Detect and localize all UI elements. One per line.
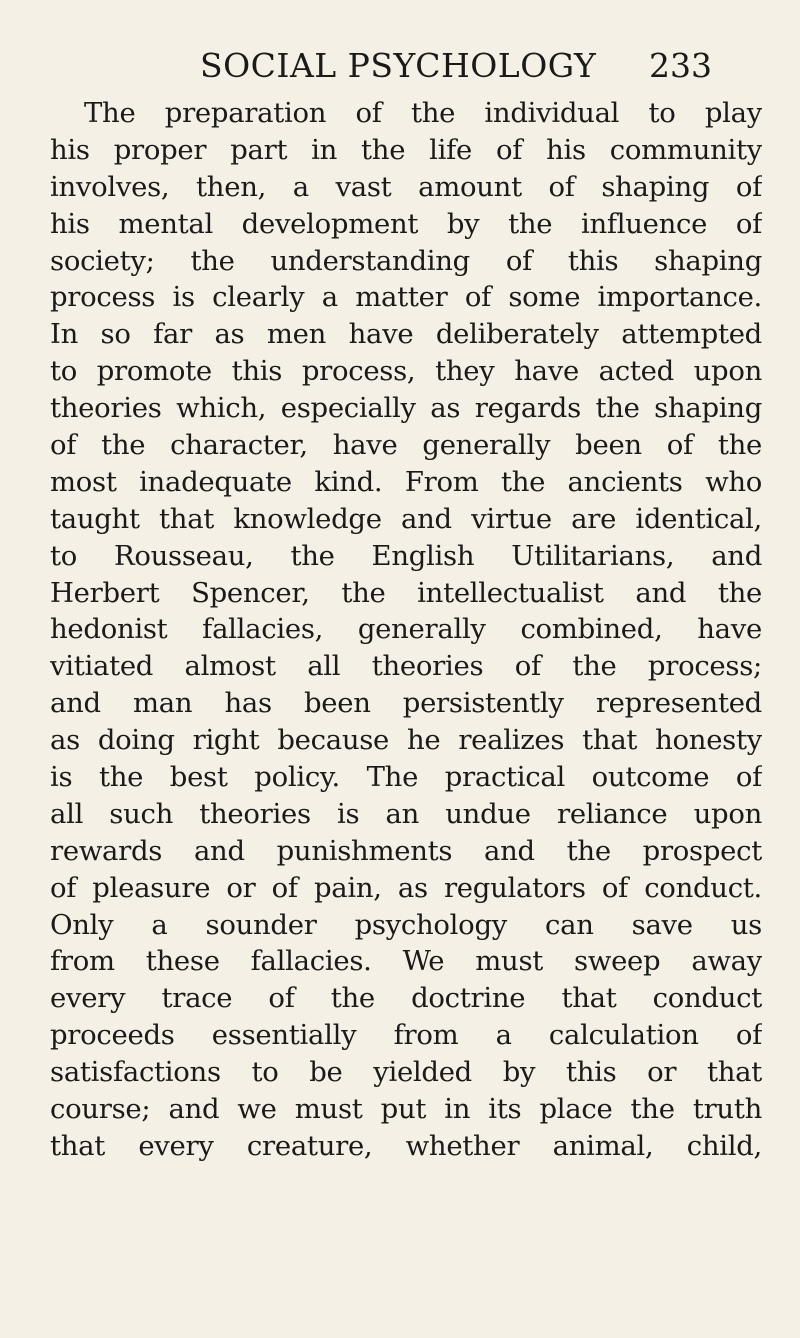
text-line: vitiated almost all theories of the process; [50, 650, 762, 683]
text-line: Herbert Spencer, the intellectualist and the [50, 576, 762, 609]
text-line: society; the understanding of this shaping [50, 244, 762, 277]
text-line: most inadequate kind. From the ancients who [50, 465, 762, 498]
text-line: proceeds essentially from a calculation of [50, 1019, 762, 1052]
text-line: to promote this process, they have acted upon [50, 355, 762, 388]
text-line: Only a sounder psychology can save us [50, 908, 762, 941]
running-title: SOCIAL PSYCHOLOGY [200, 46, 597, 85]
text-line: In so far as men have deliberately attempted [50, 318, 762, 351]
page-number: 233 [649, 46, 712, 85]
text-line: that every creature, whether animal, child, [50, 1129, 762, 1162]
body-text [50, 95, 762, 1165]
text-line: taught that knowledge and virtue are identical, [50, 502, 762, 535]
text-line: involves, then, a vast amount of shaping of [50, 170, 762, 203]
text-line: is the best policy. The practical outcome of [50, 761, 762, 794]
text-line: as doing right because he realizes that honesty [50, 724, 762, 757]
text-line: rewards and punishments and the prospect [50, 834, 762, 867]
text-line: process is clearly a matter of some importance. [50, 281, 762, 314]
text-line: theories which, especially as regards the shaping [50, 392, 762, 425]
text-line: hedonist fallacies, generally combined, have [50, 613, 762, 646]
text-line: of pleasure or of pain, as regulators of conduct. [50, 871, 762, 904]
text-line: his mental development by the influence of [50, 207, 762, 240]
text-line: his proper part in the life of his community [50, 133, 762, 166]
running-head [200, 44, 712, 90]
text-line: all such theories is an undue reliance upon [50, 797, 762, 830]
text-line: satisfactions to be yielded by this or that [50, 1056, 762, 1089]
text-line: and man has been persistently represented [50, 687, 762, 720]
text-line: every trace of the doctrine that conduct [50, 982, 762, 1015]
text-line: to Rousseau, the English Utilitarians, and [50, 539, 762, 572]
text-line: from these fallacies. We must sweep away [50, 945, 762, 978]
text-line: course; and we must put in its place the truth [50, 1093, 762, 1126]
text-line: of the character, have generally been of the [50, 429, 762, 462]
text-line: The preparation of the individual to play [84, 97, 762, 129]
